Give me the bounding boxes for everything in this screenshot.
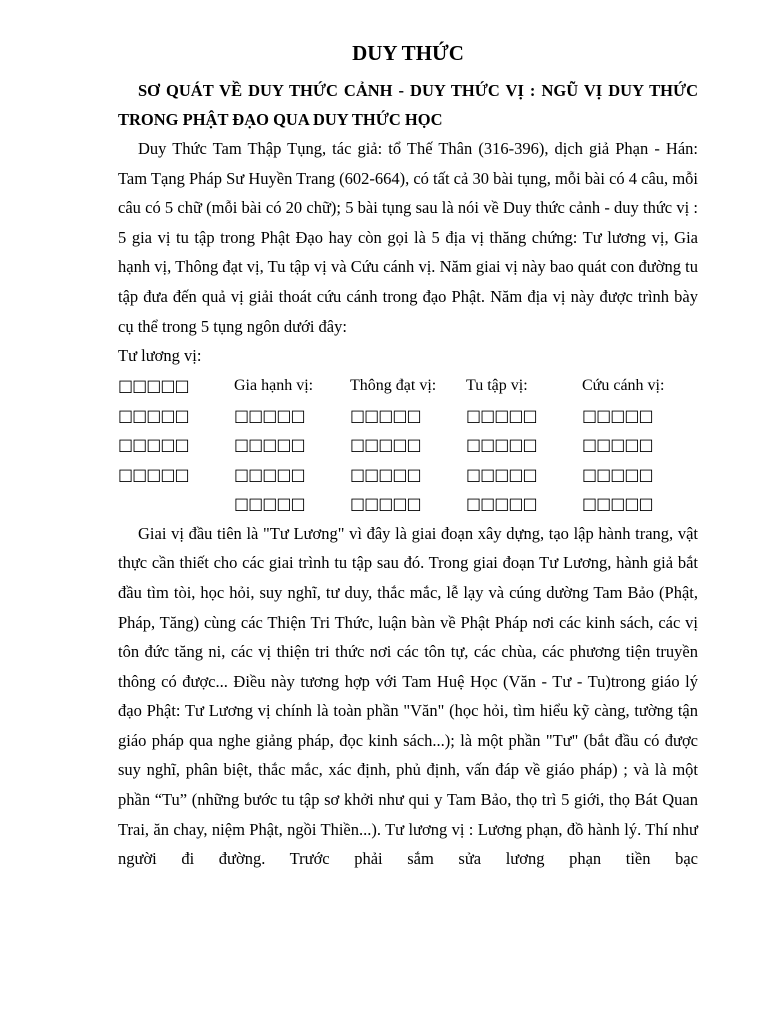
verse-cell: □□□□□ bbox=[118, 376, 189, 396]
verse-cell: □□□□□ bbox=[582, 435, 653, 455]
verse-cell: □□□□□ bbox=[466, 405, 537, 425]
verse-header: Thông đạt vị: bbox=[350, 376, 437, 394]
document-subtitle: SƠ QUÁT VỀ DUY THỨC CẢNH - DUY THỨC VỊ : NGŨ VỊ DUY THỨC TRONG PHẬT ĐẠO QUA DUY THỨC HỌC bbox=[118, 81, 698, 129]
verse-cell: □□□□□ bbox=[234, 464, 305, 484]
verse-header: Gia hạnh vị: bbox=[234, 376, 314, 394]
verse-header: Cứu cánh vị: bbox=[582, 376, 665, 394]
verse-cell: □□□□□ bbox=[350, 464, 421, 484]
verse-cell: □□□□□ bbox=[234, 494, 305, 514]
verse-cell: □□□□□ bbox=[350, 435, 421, 455]
verse-cell: □□□□□ bbox=[234, 405, 305, 425]
verse-header: Tu tập vị: bbox=[466, 376, 528, 394]
verse-cell: □□□□□ bbox=[582, 405, 653, 425]
document-page bbox=[118, 40, 698, 874]
verse-cell: □□□□□ bbox=[582, 464, 653, 484]
document-title: DUY THỨC bbox=[352, 41, 464, 65]
verse-cell: □□□□□ bbox=[118, 435, 189, 455]
verse-row bbox=[118, 371, 698, 401]
verse-cell: □□□□□ bbox=[466, 464, 537, 484]
verse-row bbox=[118, 400, 698, 430]
verse-cell: □□□□□ bbox=[350, 405, 421, 425]
verse-row bbox=[118, 460, 698, 490]
verse-table bbox=[118, 371, 698, 519]
verse-cell: □□□□□ bbox=[234, 435, 305, 455]
verse-label: Tư lương vị: bbox=[118, 346, 202, 366]
verse-cell: □□□□□ bbox=[466, 494, 537, 514]
verse-cell-empty bbox=[118, 489, 234, 519]
verse-cell: □□□□□ bbox=[118, 464, 189, 484]
body-paragraph: Giai vị đầu tiên là "Tư Lương" vì đây là giai đoạn xây dựng, tạo lập hành trang, vật thực cần thiết cho các giai trình tu tập sau đó. Trong giai đoạn Tư Lương, hành giả bắt đầu tìm tòi, học hỏi, suy nghĩ, tư duy, thắc mắc, lễ lạy và cúng dường Tam Bảo (Phật, Pháp, Tăng) cùng các Thiện Tri Thức, luận bàn về Phật Pháp nơi các kinh sách, các vị tôn đức tăng ni, các vị thiện tri thức nơi các tôn tự, các chùa, các phương tiện truyền thông có được... Điều này tương hợp với Tam Huệ Học (Văn - Tư - Tu)trong giáo lý đạo Phật: Tư Lương vị chính là toàn phần "Văn" (học hỏi, tìm hiểu kỹ càng, tường tận giáo pháp qua nghe giảng pháp, đọc kinh sách...); là một phần "Tư" (bắt đầu có được suy nghĩ, phân biệt, thắc mắc, xác định, phủ định, vấn đáp về giáo pháp) ; và là một phần “Tu” (những bước tu tập sơ khởi như qui y Tam Bảo, thọ trì 5 giới, thọ Bát Quan Trai, ăn chay, niệm Phật, ngồi Thiền...). Tư lương vị : Lương phạn, đồ hành lý. Thí như người đi đường. Trước phải sắm sửa lương phạn tiền bạc bbox=[118, 523, 698, 869]
verse-row bbox=[118, 489, 698, 519]
verse-row bbox=[118, 430, 698, 460]
verse-cell: □□□□□ bbox=[466, 435, 537, 455]
verse-cell: □□□□□ bbox=[350, 494, 421, 514]
intro-paragraph: Duy Thức Tam Thập Tụng, tác giả: tổ Thế Thân (316-396), dịch giả Phạn - Hán: Tam Tạng Pháp Sư Huyền Trang (602-664), có tất cả 30 bài tụng, mỗi bài có 4 câu, mỗi câu có 5 chữ (mỗi bài có 20 chữ); 5 bài tụng sau là nói về Duy thức cảnh - duy thức vị : 5 gia vị tu tập trong Phật Đạo hay còn gọi là 5 địa vị thăng chứng: Tư lương vị, Gia hạnh vị, Thông đạt vị, Tu tập vị và Cứu cánh vị. Năm giai vị này bao quát con đường tu tập đưa đến quả vị giải thoát cứu cánh trong đạo Phật. Năm địa vị này được trình bày cụ thể trong 5 tụng ngôn dưới đây: bbox=[118, 139, 698, 336]
verse-cell: □□□□□ bbox=[118, 405, 189, 425]
verse-cell: □□□□□ bbox=[582, 494, 653, 514]
